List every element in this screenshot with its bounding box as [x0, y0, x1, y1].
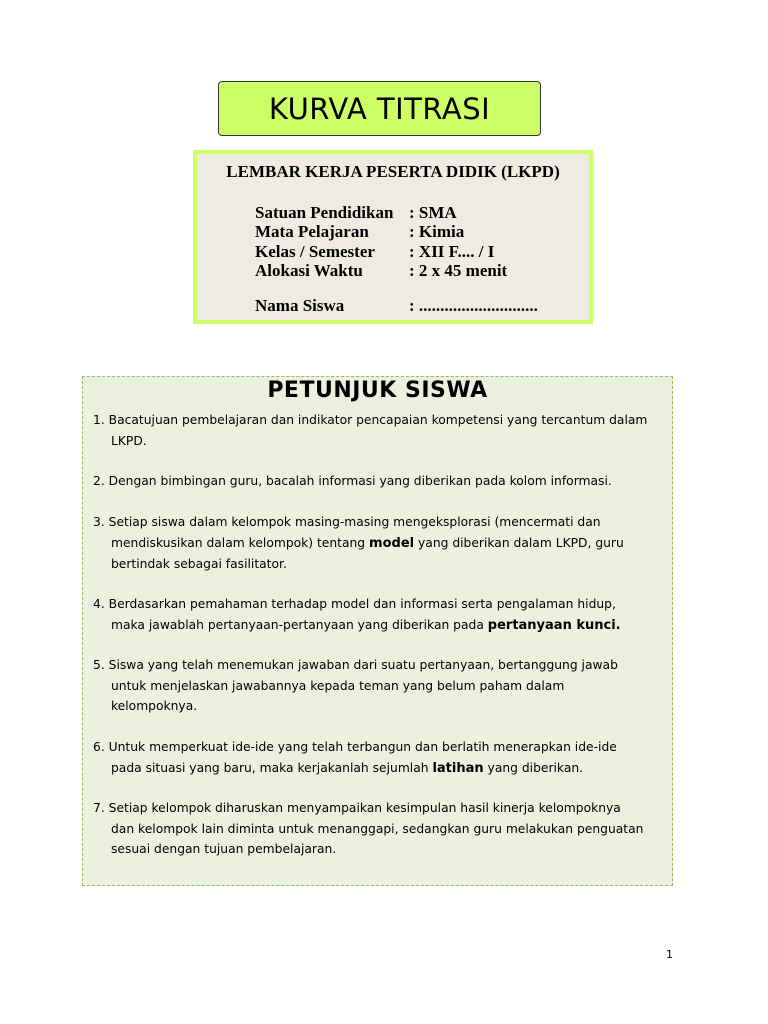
step-line: 7. Setiap kelompok diharuskan menyampaikan kesimpulan hasil kinerja kelompoknya: [93, 801, 621, 815]
keyword-latihan: latihan: [432, 760, 484, 776]
info-value: : SMA: [409, 203, 457, 222]
keyword-pertanyaan-kunci: pertanyaan kunci.: [487, 617, 621, 633]
title-box: [218, 81, 541, 136]
info-value: : Kimia: [409, 222, 465, 241]
step-1: [93, 410, 665, 451]
lkpd-heading: LEMBAR KERJA PESERTA DIDIK (LKPD): [226, 162, 560, 181]
step-line: 5. Siswa yang telah menemukan jawaban dari suatu pertanyaan, bertanggung jawab: [93, 658, 618, 672]
step-text: pada situasi yang baru, maka kerjakanlah sejumlah: [111, 760, 433, 775]
petunjuk-siswa-box: [82, 376, 673, 886]
step-line: kelompoknya.: [111, 699, 198, 713]
step-text: yang diberikan dalam LKPD, guru: [414, 535, 624, 550]
keyword-model: model: [369, 535, 415, 551]
step-line: [93, 758, 665, 780]
info-row-alokasi-waktu: [255, 261, 507, 281]
step-2: [93, 471, 665, 492]
step-line: LKPD.: [111, 433, 147, 448]
info-row-satuan-pendidikan: [255, 203, 457, 223]
step-text: maka jawablah pertanyaan-pertanyaan yang diberikan pada: [111, 617, 488, 632]
info-row-kelas-semester: [255, 242, 494, 262]
step-line: 1. Bacatujuan pembelajaran dan indikator pencapaian kompetensi yang tercantum dalam: [93, 413, 648, 427]
info-label: Nama Siswa: [255, 296, 345, 315]
step-text: yang diberikan.: [483, 760, 584, 775]
step-line: dan kelompok lain diminta untuk menanggapi, sedangkan guru melakukan penguatan: [111, 821, 644, 836]
step-line: 4. Berdasarkan pemahaman terhadap model dan informasi serta pengalaman hidup,: [93, 597, 616, 611]
step-line: [93, 615, 665, 637]
page-number: 1: [666, 948, 673, 961]
info-label: Alokasi Waktu: [255, 261, 363, 280]
step-line: untuk menjelaskan jawabannya kepada teman yang belum paham dalam: [111, 678, 565, 693]
step-7: [93, 798, 665, 860]
info-row-mata-pelajaran: [255, 222, 464, 242]
page-title: KURVA TITRASI: [268, 91, 491, 126]
step-line: [93, 533, 665, 555]
step-line: bertindak sebagai fasilitator.: [111, 557, 287, 571]
info-value: : XII F.... / I: [409, 242, 495, 261]
step-line: 2. Dengan bimbingan guru, bacalah informasi yang diberikan pada kolom informasi.: [93, 474, 612, 488]
step-text: mendiskusikan dalam kelompok) tentang: [111, 535, 370, 550]
step-line: 3. Setiap siswa dalam kelompok masing-masing mengeksplorasi (mencermati dan: [93, 515, 601, 529]
info-label: Kelas / Semester: [255, 242, 375, 261]
step-3: [93, 512, 665, 575]
petunjuk-title: PETUNJUK SISWA: [267, 378, 488, 403]
step-line: sesuai dengan tujuan pembelajaran.: [111, 842, 337, 856]
step-5: [93, 655, 665, 717]
info-label: Satuan Pendidikan: [255, 203, 394, 222]
info-value: : 2 x 45 menit: [409, 261, 508, 280]
info-value: : ............................: [409, 296, 538, 315]
lkpd-info-box: [193, 150, 593, 324]
step-4: [93, 594, 665, 636]
info-label: Mata Pelajaran: [255, 222, 369, 241]
step-6: [93, 737, 665, 779]
step-line: 6. Untuk memperkuat ide-ide yang telah terbangun dan berlatih menerapkan ide-ide: [93, 740, 617, 754]
info-row-nama-siswa: [255, 296, 538, 316]
